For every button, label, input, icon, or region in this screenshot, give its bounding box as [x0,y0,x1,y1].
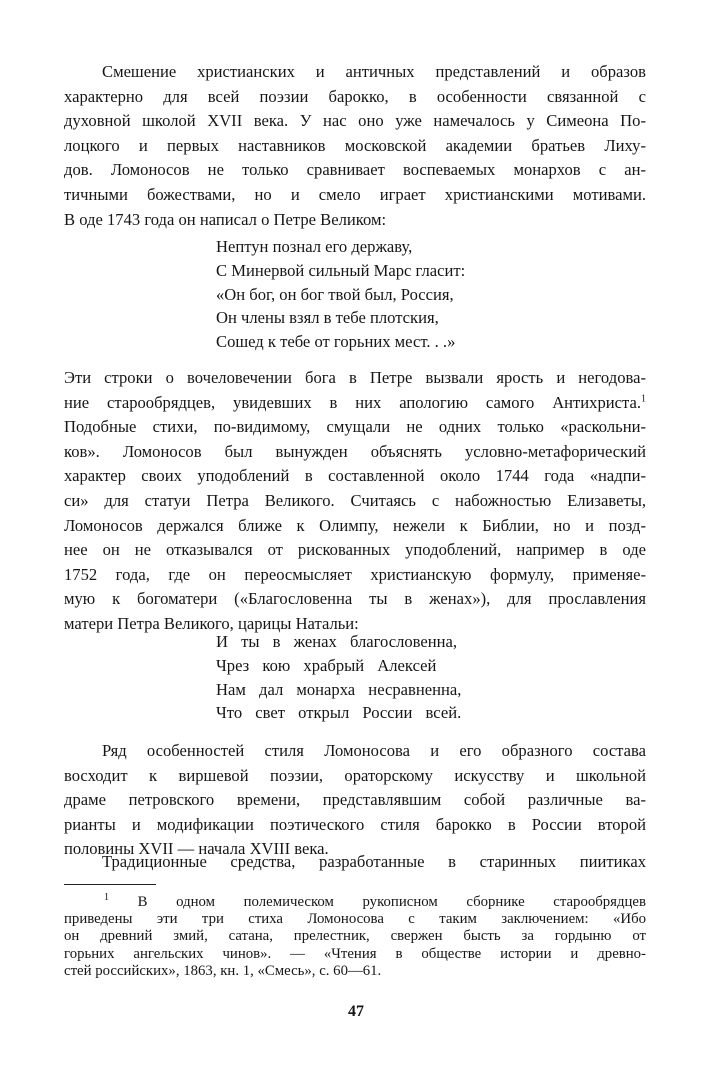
footnote-line: он древний змий, сатана, прелестник, свержен бысть за гордыню от [64,928,646,945]
verse-quote-2 [216,630,461,725]
paragraph-1 [64,60,646,232]
paragraph-2 [64,366,646,637]
text-line: ков». Ломоносов был вынужден объяснять условно-метафорический [64,441,646,461]
footnote-line: приведены эти три стиха Ломоносова с таким заключением: «Ибо [64,911,646,928]
footnote-mark: 1 [104,892,109,904]
footnote-line: $^1$ В одном полемическом рукописном сборнике старообрядцев [104,892,646,910]
verse-line: Сошед к тебе от горьних мест. . .» [216,332,456,352]
text-line: си» для статуи Петра Великого. Считаясь с набожностью Елизаветы, [64,490,646,510]
footnote-line: горьних ангельских чинов». — «Чтения в обществе истории и древно- [64,945,646,962]
text-line: Смешение христианских и античных представлений и образов [102,62,646,81]
verse-line: С Минервой сильный Марс гласит: [216,260,466,280]
page-number: 47 [348,1003,364,1020]
text-line: 1752 года, где он переосмысляет христианскую формулу, применяе- [64,564,646,584]
footnote-line: стей российских», 1863, кн. 1, «Смесь», с. 60—61. [64,962,382,979]
verse-line: Чрез кою храбрый Алексей [216,655,437,675]
footnote-ref-1: 1 [641,393,646,405]
verse-line: Нептун познал его державу, [216,237,413,256]
verse-line: Что свет открыл России всей. [216,703,462,723]
text-line: мую к богоматери («Благословенна ты в женах»), для прославления [64,589,646,609]
verse-line: «Он бог, он бог твой был, Россия, [216,284,454,304]
text-line: тичными божествами, но и смело играет христианскими мотивами. [64,184,646,204]
paragraph-4 [64,850,646,875]
text-line: восходит к виршевой поэзии, ораторскому искусству и школьной [64,765,646,785]
verse-line: И ты в женах благословенна, [216,632,458,651]
text-line: матери Петра Великого, царицы Натальи: [64,613,359,633]
text-line: Ломоносов держался ближе к Олимпу, нежели к Библии, но и позд- [64,515,646,535]
text-line: половины XVII — начала XVIII века. [64,839,329,859]
text-line: духовной школой XVII века. У нас оно уже намечалось у Симеона По- [64,111,646,131]
text-line: рианты и модификации поэтического стиля барокко в России второй [64,814,646,834]
paragraph-3 [64,739,646,862]
text-line: Эти строки о вочеловечении бога в Петре вызвали ярость и негодова- [64,368,646,387]
text-line: характерно для всей поэзии барокко, в особенности связанной с [64,86,646,106]
text-line: нее он не отказывался от рискованных уподоблений, например в оде [64,540,646,560]
text-line: дов. Ломоносов не только сравнивает воспеваемых монархов с ан- [64,160,646,180]
text-line: Традиционные средства, разработанные в старинных пиитиках [102,852,646,871]
footnote [64,894,646,980]
verse-line: Нам дал монарха несравненна, [216,679,462,699]
verse-line: Он члены взял в тебе плотския, [216,308,439,328]
text-line: драме петровского времени, представлявшим собой различные ва- [64,790,646,810]
text-line: Ряд особенностей стиля Ломоносова и его образного состава [102,741,646,760]
text-line: В оде 1743 года он написал о Петре Великом: [64,209,387,229]
text-line: лоцкого и первых наставников московской академии братьев Лиху- [64,135,646,155]
footnote-divider [64,884,156,885]
text-line: Подобные стихи, по-видимому, смущали не одних только «раскольни- [64,417,646,437]
text-line: ние старообрядцев, увидевших в них апологию самого Антихриста.$^1$ [64,392,646,412]
verse-quote-1 [216,235,465,354]
text-line: характер своих уподоблений в составленной около 1744 года «надпи- [64,466,646,486]
